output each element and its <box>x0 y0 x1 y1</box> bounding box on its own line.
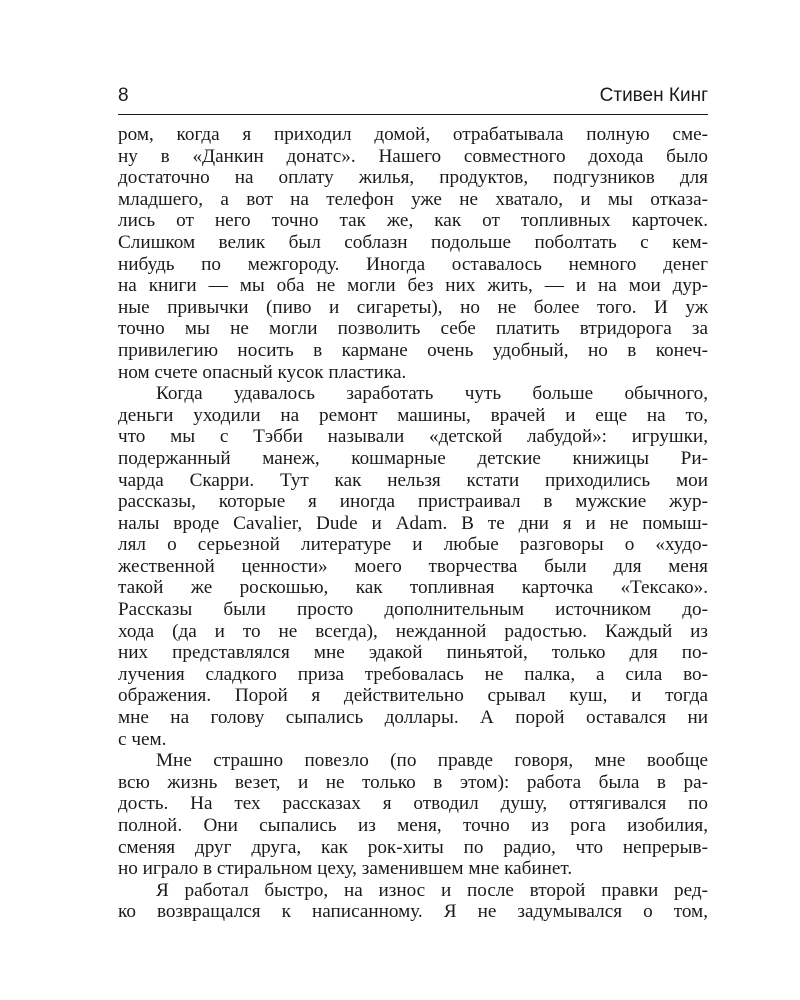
text-line: жественной ценности» моего творчества были для меня <box>118 555 708 577</box>
text-line: них представлялся мне эдакой пиньятой, только для по- <box>118 642 708 664</box>
text-line: ображения. Порой я действительно срывал куш, и тогда <box>118 685 708 707</box>
text-line: деньги уходили на ремонт машины, врачей и еще на то, <box>118 404 708 426</box>
text-line: всю жизнь везет, и не только в этом): работа была в ра- <box>118 771 708 793</box>
text-line: сменяя друг друга, как рок-хиты по радио, что непрерыв- <box>118 836 708 858</box>
text-line: ром, когда я приходил домой, отрабатывала полную сме- <box>118 124 708 145</box>
text-line: точно мы не могли позволить себе платить втридорога за <box>118 318 708 340</box>
text-line: Мне страшно повезло (по правде говоря, мне вообще <box>156 750 708 772</box>
page-number: 8 <box>118 85 129 106</box>
text-line: лись от него точно так же, как от топливных карточек. <box>118 210 708 232</box>
text-line: Рассказы были просто дополнительным источником до- <box>118 599 708 621</box>
text-line: мне на голову сыпались доллары. А порой оставался ни <box>118 707 708 729</box>
text-line: младшего, а вот на телефон уже не хватало, и мы отказа- <box>118 188 708 210</box>
text-line: но играло в стиральном цеху, заменившем мне кабинет. <box>118 858 573 880</box>
text-line: что мы с Тэбби называли «детской лабудой»: игрушки, <box>118 426 708 448</box>
running-header <box>118 84 708 115</box>
text-line: такой же роскошью, как топливная карточка «Тексако». <box>118 577 708 599</box>
text-line: ные привычки (пиво и сигареты), но не более того. И уж <box>118 296 708 318</box>
text-line: лучения сладкого приза требовалась не палка, а сила во- <box>118 663 708 685</box>
text-line: налы вроде Cavalier, Dude и Adam. В те дни я и не помыш- <box>118 512 708 534</box>
text-line: ко возвращался к написанному. Я не задумывался о том, <box>118 901 708 923</box>
text-line: дость. На тех рассказах я отводил душу, оттягивался по <box>118 793 708 815</box>
text-line: на книги — мы оба не могли без них жить, — и на мои дур- <box>118 275 708 297</box>
text-line: лял о серьезной литературе и любые разговоры о «худо- <box>118 534 708 556</box>
text-line: рассказы, которые я иногда пристраивал в мужские жур- <box>118 491 708 513</box>
text-line: ну в «Данкин донатс». Нашего совместного дохода было <box>118 145 708 167</box>
author-name: Стивен Кинг <box>599 85 708 106</box>
text-line: Слишком велик был соблазн подольше поболтать с кем- <box>118 231 708 253</box>
text-line: хода (да и то не всегда), нежданной радостью. Каждый из <box>118 620 708 642</box>
body-text <box>118 124 708 923</box>
text-line: с чем. <box>118 728 167 750</box>
text-line: чарда Скарри. Тут как нельзя кстати приходились мои <box>118 469 708 491</box>
text-line: ном счете опасный кусок пластика. <box>118 361 407 383</box>
text-line: нибудь по межгороду. Иногда оставалось немного денег <box>118 253 708 275</box>
text-line: достаточно на оплату жилья, продуктов, подгузников для <box>118 167 708 189</box>
text-line: подержанный манеж, кошмарные детские книжицы Ри- <box>118 447 708 469</box>
text-line: полной. Они сыпались из меня, точно из рога изобилия, <box>118 815 708 836</box>
text-line: Когда удавалось заработать чуть больше обычного, <box>156 383 708 405</box>
text-line: Я работал быстро, на износ и после второй правки ред- <box>156 879 708 901</box>
text-line: привилегию носить в кармане очень удобный, но в конеч- <box>118 339 708 361</box>
book-page <box>118 84 708 923</box>
